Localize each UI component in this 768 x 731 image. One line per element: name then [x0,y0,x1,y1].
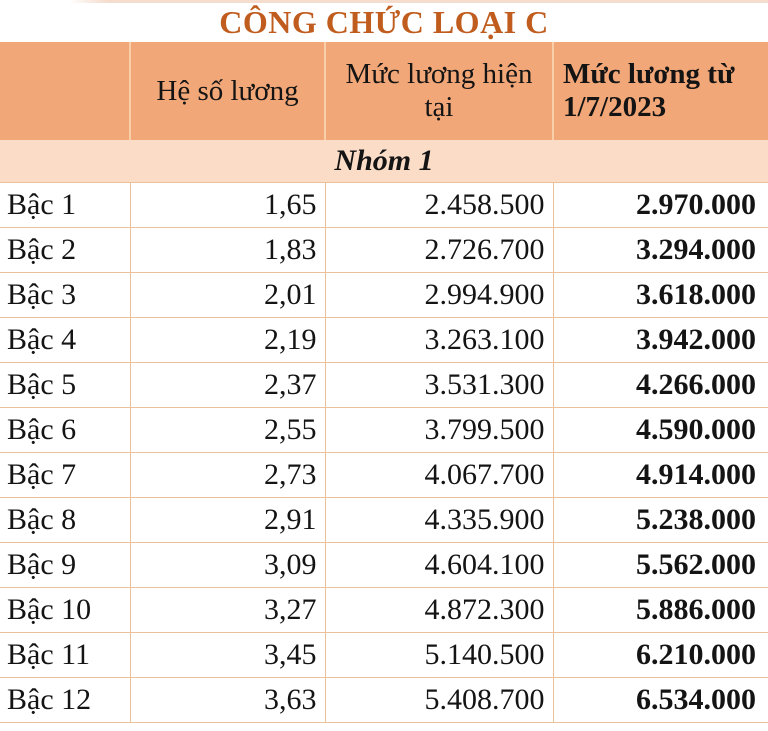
table-row [0,587,768,632]
row-coefficient: 1,65 [130,182,325,227]
row-label: Bậc 5 [0,362,130,407]
row-coefficient: 3,45 [130,632,325,677]
row-new-salary: 5.562.000 [553,542,768,587]
row-new-salary: 4.914.000 [553,452,768,497]
row-current-salary: 4.872.300 [325,587,553,632]
row-coefficient: 2,91 [130,497,325,542]
table-row [0,227,768,272]
row-current-salary: 2.458.500 [325,182,553,227]
row-current-salary: 4.067.700 [325,452,553,497]
group-label: Nhóm 1 [0,140,768,182]
table-header [0,42,768,140]
table-row [0,407,768,452]
row-current-salary: 5.140.500 [325,632,553,677]
salary-table [0,42,768,723]
row-coefficient: 2,37 [130,362,325,407]
row-label: Bậc 7 [0,452,130,497]
row-coefficient: 3,09 [130,542,325,587]
row-label: Bậc 8 [0,497,130,542]
row-current-salary: 4.604.100 [325,542,553,587]
table-row [0,272,768,317]
header-cell-current-salary: Mức lương hiện tại [325,42,553,140]
row-label: Bậc 12 [0,677,130,722]
table-row [0,677,768,722]
row-new-salary: 3.294.000 [553,227,768,272]
row-new-salary: 5.886.000 [553,587,768,632]
row-coefficient: 1,83 [130,227,325,272]
row-current-salary: 2.994.900 [325,272,553,317]
row-coefficient: 2,73 [130,452,325,497]
table-row [0,452,768,497]
table-row [0,497,768,542]
row-new-salary: 3.618.000 [553,272,768,317]
row-label: Bậc 1 [0,182,130,227]
row-new-salary: 4.266.000 [553,362,768,407]
row-new-salary: 6.210.000 [553,632,768,677]
header-cell-coefficient: Hệ số lương [130,42,325,140]
row-label: Bậc 4 [0,317,130,362]
table-body [0,182,768,722]
row-label: Bậc 6 [0,407,130,452]
row-new-salary: 3.942.000 [553,317,768,362]
row-label: Bậc 10 [0,587,130,632]
row-coefficient: 2,55 [130,407,325,452]
row-current-salary: 3.263.100 [325,317,553,362]
row-label: Bậc 2 [0,227,130,272]
row-current-salary: 3.531.300 [325,362,553,407]
table-row [0,182,768,227]
row-label: Bậc 11 [0,632,130,677]
table-row [0,362,768,407]
table-row [0,317,768,362]
header-cell-empty [0,42,130,140]
table-row [0,632,768,677]
page-title: CÔNG CHỨC LOẠI C [219,4,549,40]
row-new-salary: 6.534.000 [553,677,768,722]
row-new-salary: 5.238.000 [553,497,768,542]
table-row [0,542,768,587]
row-current-salary: 5.408.700 [325,677,553,722]
row-new-salary: 2.970.000 [553,182,768,227]
row-label: Bậc 9 [0,542,130,587]
row-coefficient: 3,63 [130,677,325,722]
row-current-salary: 4.335.900 [325,497,553,542]
row-coefficient: 2,19 [130,317,325,362]
row-current-salary: 2.726.700 [325,227,553,272]
group-row [0,140,768,182]
row-label: Bậc 3 [0,272,130,317]
row-current-salary: 3.799.500 [325,407,553,452]
header-cell-new-salary: Mức lương từ 1/7/2023 [553,42,768,140]
row-new-salary: 4.590.000 [553,407,768,452]
row-coefficient: 3,27 [130,587,325,632]
row-coefficient: 2,01 [130,272,325,317]
